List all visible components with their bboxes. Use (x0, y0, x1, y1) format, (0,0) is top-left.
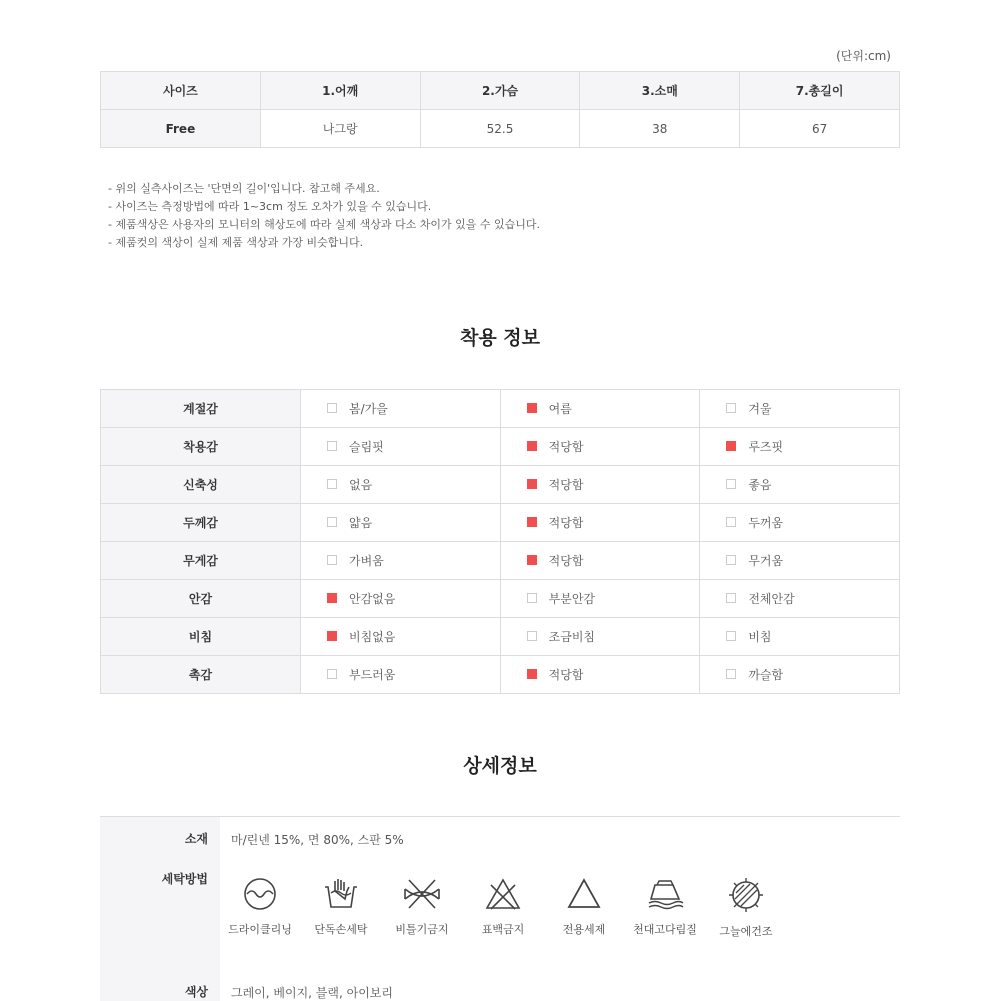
checked-box-icon (527, 403, 537, 413)
wash-item-label: 단독손세탁 (314, 923, 368, 936)
fit-row-label: 두께감 (101, 504, 301, 542)
fit-row-label: 비침 (101, 618, 301, 656)
fit-option-label: 여름 (548, 402, 572, 416)
fit-option-label: 적당함 (548, 478, 584, 492)
note-item: - 제품컷의 색상이 실제 제품 색상과 가장 비슷합니다. (108, 236, 364, 249)
wash-item-label: 천대고다림질 (633, 923, 697, 936)
fit-option-label: 없음 (349, 478, 373, 492)
fit-option-label: 까슬함 (748, 668, 784, 682)
size-header-cell: 사이즈 (101, 72, 261, 110)
size-cell: 67 (740, 110, 900, 148)
unchecked-box-icon (726, 517, 736, 527)
size-row-label: Free (101, 110, 261, 148)
wash-label: 세탁방법 (161, 872, 208, 886)
fit-row-label: 안감 (101, 580, 301, 618)
fit-option-label: 적당함 (548, 554, 584, 568)
size-cell: 나그랑 (260, 110, 420, 148)
size-table-header (101, 72, 900, 110)
fit-option (301, 504, 501, 542)
wash-item (706, 877, 786, 939)
fit-option (700, 504, 900, 542)
fit-option (700, 656, 900, 694)
checked-box-icon (527, 555, 537, 565)
unchecked-box-icon (726, 631, 736, 641)
checked-box-icon (527, 517, 537, 527)
fit-option-label: 비침 (748, 630, 772, 644)
detail-info-section (100, 816, 900, 1001)
fit-option (700, 580, 900, 618)
fit-option-label: 적당함 (548, 516, 584, 530)
fit-option (500, 542, 700, 580)
fit-option-label: 적당함 (548, 440, 584, 454)
no-bleach-icon (485, 877, 521, 911)
fit-option-label: 부분안감 (548, 592, 596, 606)
note-item: - 제품색상은 사용자의 모니터의 해상도에 따라 실제 색상과 다소 차이가 있을 수 있습니다. (108, 218, 540, 231)
fit-row (101, 618, 900, 656)
fit-option-label: 부드러움 (349, 668, 396, 682)
detergent-triangle-icon (566, 877, 602, 911)
unchecked-box-icon (726, 403, 736, 413)
wash-item-label: 그늘에건조 (719, 925, 773, 938)
fit-row-label: 무게감 (101, 542, 301, 580)
fit-option-label: 적당함 (548, 668, 584, 682)
checked-box-icon (527, 669, 537, 679)
fit-row (101, 580, 900, 618)
wash-item-label: 드라이클리닝 (228, 923, 292, 936)
fit-option-label: 비침없음 (349, 630, 396, 644)
checked-box-icon (327, 631, 337, 641)
fit-option-label: 두꺼움 (748, 516, 784, 530)
size-header-cell: 2.가슴 (420, 72, 580, 110)
unchecked-box-icon (726, 669, 736, 679)
unchecked-box-icon (327, 403, 337, 413)
fit-row-label: 신축성 (101, 466, 301, 504)
fit-option-label: 루즈핏 (748, 440, 784, 454)
fit-option (500, 580, 700, 618)
fit-option (700, 466, 900, 504)
fit-option (500, 618, 700, 656)
checked-box-icon (726, 441, 736, 451)
fit-option-label: 조금비침 (548, 630, 596, 644)
unchecked-box-icon (726, 593, 736, 603)
wash-item (544, 877, 624, 937)
iron-cloth-icon (645, 877, 685, 911)
unchecked-box-icon (527, 631, 537, 641)
fit-option (700, 428, 900, 466)
fit-option (500, 428, 700, 466)
size-header-cell: 7.총길이 (740, 72, 900, 110)
size-header-cell: 1.어깨 (260, 72, 420, 110)
no-wring-icon (402, 877, 442, 911)
note-item: - 사이즈는 측정방법에 따라 1~3cm 정도 오차가 있을 수 있습니다. (108, 200, 432, 213)
wash-item-label: 비틀기금지 (395, 923, 449, 936)
fit-row-label: 촉감 (101, 656, 301, 694)
fit-option (301, 428, 501, 466)
fit-row (101, 504, 900, 542)
fit-row (101, 428, 900, 466)
fit-option-label: 전체안감 (748, 592, 795, 606)
checked-box-icon (527, 441, 537, 451)
fit-row (101, 542, 900, 580)
unchecked-box-icon (726, 555, 736, 565)
wash-item (382, 877, 462, 937)
checked-box-icon (527, 479, 537, 489)
fit-option (500, 466, 700, 504)
color-value: 그레이, 베이지, 블랙, 아이보리 (231, 986, 393, 1000)
fit-option (700, 542, 900, 580)
fit-option-label: 좋음 (748, 478, 772, 492)
fit-option (500, 390, 700, 428)
fit-option (301, 618, 501, 656)
fit-option (500, 504, 700, 542)
fit-option (301, 580, 501, 618)
fit-row-label: 착용감 (101, 428, 301, 466)
hand-wash-icon (323, 877, 359, 911)
fit-option (301, 390, 501, 428)
size-table-row (101, 110, 900, 148)
unchecked-box-icon (327, 479, 337, 489)
fit-option (301, 656, 501, 694)
unchecked-box-icon (327, 669, 337, 679)
wash-item (301, 877, 381, 937)
fit-option-label: 무거움 (748, 554, 784, 568)
detail-info-title: 상세정보 (463, 755, 537, 777)
fit-option-label: 봄/가을 (349, 402, 388, 416)
unit-label: (단위:cm) (836, 49, 891, 63)
fit-row-label: 계절감 (101, 390, 301, 428)
wash-item-label: 전용세제 (562, 923, 606, 936)
note-item: - 위의 실측사이즈는 '단면의 길이'입니다. 참고해 주세요. (108, 182, 380, 195)
fit-row (101, 466, 900, 504)
fit-info-table (100, 389, 900, 694)
wash-item-label: 표백금지 (481, 923, 525, 936)
fit-info-title: 착용 정보 (459, 327, 541, 349)
unchecked-box-icon (327, 555, 337, 565)
fit-option-label: 안감없음 (349, 592, 396, 606)
fit-option (500, 656, 700, 694)
checked-box-icon (327, 593, 337, 603)
size-notes (108, 180, 540, 252)
wash-item (220, 877, 300, 937)
material-value: 마/린넨 15%, 면 80%, 스판 5% (231, 833, 404, 847)
fit-option (301, 466, 501, 504)
wash-item (463, 877, 543, 937)
color-label: 색상 (184, 985, 208, 999)
fit-row (101, 656, 900, 694)
material-label: 소재 (184, 832, 208, 846)
unchecked-box-icon (327, 517, 337, 527)
size-cell: 52.5 (420, 110, 580, 148)
size-table (100, 71, 900, 148)
dry-clean-icon (242, 877, 278, 911)
unchecked-box-icon (527, 593, 537, 603)
fit-row (101, 390, 900, 428)
fit-option-label: 가벼움 (349, 554, 384, 568)
size-cell: 38 (580, 110, 740, 148)
unchecked-box-icon (327, 441, 337, 451)
unchecked-box-icon (726, 479, 736, 489)
size-header-cell: 3.소매 (580, 72, 740, 110)
fit-option (700, 618, 900, 656)
fit-option-label: 겨울 (748, 402, 772, 416)
fit-option (301, 542, 501, 580)
wash-item (625, 877, 705, 937)
shade-dry-icon (728, 877, 764, 913)
fit-option-label: 얇음 (349, 516, 373, 530)
fit-option-label: 슬림핏 (349, 440, 384, 454)
fit-option (700, 390, 900, 428)
